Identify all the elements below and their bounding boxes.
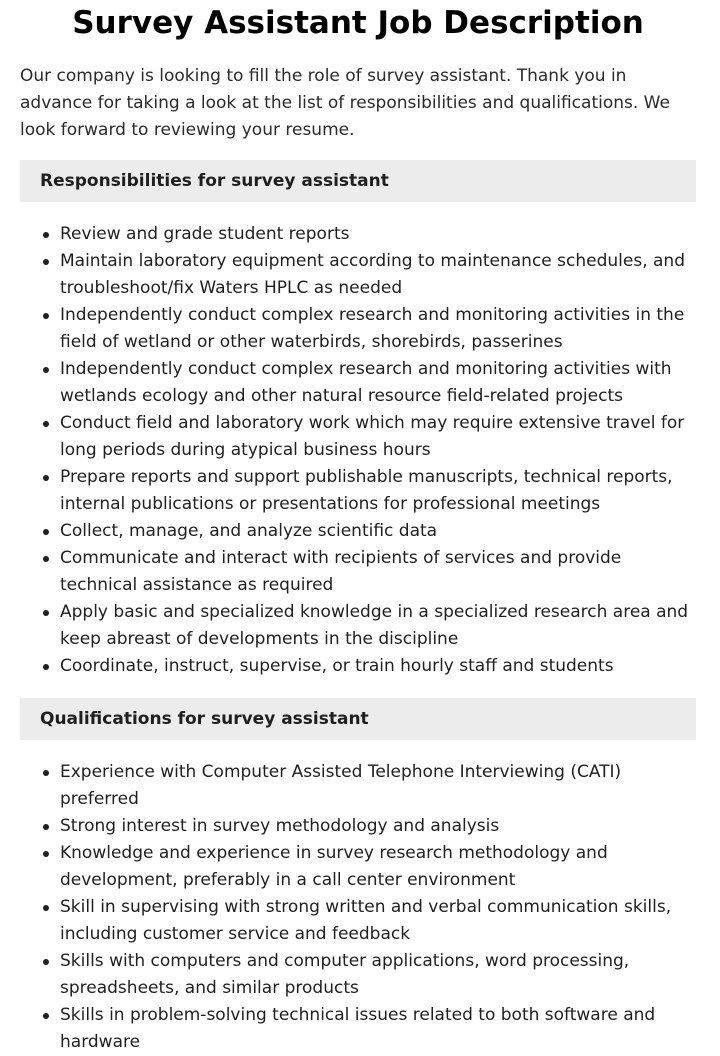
qualifications-heading: Qualifications for survey assistant [20,698,696,740]
job-description-page [20,0,696,1056]
list-item: Independently conduct complex research and monitoring activities in the field of wetland or other waterbirds, shorebirds, passerines [60,302,696,356]
list-item: Strong interest in survey methodology and analysis [60,813,696,840]
list-item: Maintain laboratory equipment according to maintenance schedules, and troubleshoot/fix Waters HPLC as needed [60,248,696,302]
list-item: Prepare reports and support publishable manuscripts, technical reports, internal publications or presentations for professional meetings [60,464,696,518]
list-item: Experience with Computer Assisted Telephone Interviewing (CATI) preferred [60,759,696,813]
list-item: Coordinate, instruct, supervise, or train hourly staff and students [60,653,696,680]
qualifications-list [20,759,696,1056]
list-item: Skills in problem-solving technical issues related to both software and hardware [60,1002,696,1056]
list-item: Skills with computers and computer applications, word processing, spreadsheets, and similar products [60,948,696,1002]
list-item: Knowledge and experience in survey research methodology and development, preferably in a call center environment [60,840,696,894]
list-item: Collect, manage, and analyze scientific data [60,518,696,545]
list-item: Independently conduct complex research and monitoring activities with wetlands ecology and other natural resource field-related projects [60,356,696,410]
list-item: Skill in supervising with strong written and verbal communication skills, including customer service and feedback [60,894,696,948]
list-item: Review and grade student reports [60,221,696,248]
page-title: Survey Assistant Job Description [72,5,644,41]
responsibilities-heading: Responsibilities for survey assistant [20,160,696,202]
list-item: Communicate and interact with recipients of services and provide technical assistance as required [60,545,696,599]
responsibilities-list [20,221,696,680]
intro-paragraph: Our company is looking to fill the role of survey assistant. Thank you in advance for taking a look at the list of responsibilities and qualifications. We look forward to reviewing your resume. [20,66,670,140]
list-item: Conduct field and laboratory work which may require extensive travel for long periods during atypical business hours [60,410,696,464]
list-item: Apply basic and specialized knowledge in a specialized research area and keep abreast of developments in the discipline [60,599,696,653]
